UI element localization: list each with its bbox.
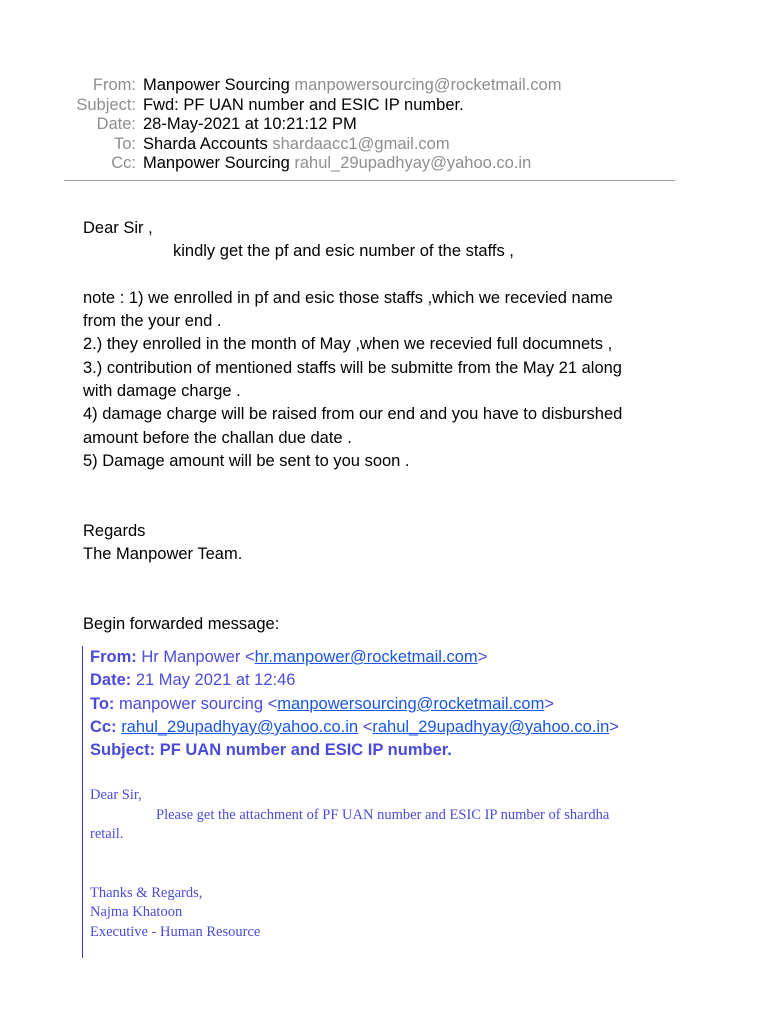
fwd-to-name: manpower sourcing <	[119, 694, 278, 713]
forwarded-message	[82, 646, 683, 958]
fwd-body-line: Please get the attachment of PF UAN number and ESIC IP number of shardha	[156, 806, 610, 823]
date-value: 28-May-2021 at 10:21:12 PM	[143, 115, 357, 133]
header-to-row	[0, 135, 768, 155]
header-divider	[64, 180, 675, 181]
email-body	[83, 217, 683, 636]
from-label: From:	[92, 76, 136, 94]
fwd-cc-row: Cc: rahul_29upadhyay@yahoo.co.in <rahul_29upadhyay@yahoo.co.in>	[90, 717, 619, 736]
greeting: Dear Sir ,	[83, 219, 153, 237]
note-line: 5) Damage amount will be sent to you soon .	[83, 451, 410, 470]
fwd-to-row: To: manpower sourcing <manpowersourcing@rocketmail.com>	[90, 694, 554, 713]
fwd-thanks: Thanks & Regards,	[90, 884, 203, 901]
fwd-from-name: Hr Manpower <	[141, 648, 255, 666]
fwd-cc-label: Cc:	[90, 717, 117, 736]
fwd-body-line: retail.	[90, 826, 124, 842]
note-line: 4) damage charge will be raised from our end and you have to disburshed	[83, 405, 623, 424]
forwarded-body	[90, 786, 680, 942]
forwarded-intro: Begin forwarded message:	[83, 615, 280, 634]
fwd-from-label: From:	[90, 648, 137, 666]
note-line: amount before the challan due date .	[83, 428, 352, 447]
fwd-cc-email-link[interactable]: rahul_29upadhyay@yahoo.co.in	[121, 717, 359, 736]
note-line: note : 1) we enrolled in pf and esic those staffs ,which we recevied name	[83, 288, 613, 307]
fwd-greeting: Dear Sir,	[90, 787, 142, 803]
note-line: 2.) they enrolled in the month of May ,when we recevied full documnets ,	[83, 335, 613, 354]
note-line: from the your end .	[83, 312, 222, 331]
fwd-date-value: 21 May 2021 at 12:46	[135, 671, 296, 690]
note-line: 3.) contribution of mentioned staffs will be submitte from the May 21 along	[83, 358, 622, 377]
cc-name: Manpower Sourcing	[143, 154, 290, 172]
signature-team: The Manpower Team.	[83, 545, 243, 564]
subject-value: Fwd: PF UAN number and ESIC IP number.	[143, 95, 464, 114]
fwd-subject-label: Subject:	[90, 741, 156, 760]
cc-label: Cc:	[111, 154, 136, 172]
forwarded-header	[90, 646, 619, 762]
header-date-row	[0, 115, 768, 135]
header-cc-row	[0, 154, 768, 174]
to-label: To:	[113, 134, 136, 153]
fwd-subject-value: PF UAN number and ESIC IP number.	[159, 741, 452, 760]
header-from-row	[0, 76, 768, 96]
note-line: with damage charge .	[83, 382, 241, 401]
to-name: Sharda Accounts	[143, 134, 268, 153]
date-label: Date:	[96, 115, 136, 133]
fwd-date-label: Date:	[90, 671, 132, 690]
fwd-signature-title: Executive - Human Resource	[90, 923, 261, 940]
fwd-signature-name: Najma Khatoon	[90, 904, 183, 920]
header-subject-row	[0, 96, 768, 116]
from-name: Manpower Sourcing	[143, 76, 290, 94]
fwd-to-label: To:	[90, 694, 115, 713]
body-line: kindly get the pf and esic number of the staffs ,	[173, 242, 514, 261]
fwd-from-email-link[interactable]: hr.manpower@rocketmail.com	[254, 648, 478, 666]
fwd-date-row	[90, 669, 619, 692]
cc-email[interactable]: rahul_29upadhyay@yahoo.co.in	[294, 154, 532, 172]
fwd-from-row: From: Hr Manpower <hr.manpower@rocketmail.com>	[90, 648, 488, 666]
fwd-subject-row	[90, 739, 619, 762]
to-email[interactable]: shardaacc1@gmail.com	[272, 134, 450, 153]
email-header	[0, 76, 768, 174]
subject-label: Subject:	[76, 95, 136, 114]
regards: Regards	[83, 521, 146, 540]
fwd-to-email-link[interactable]: manpowersourcing@rocketmail.com	[277, 694, 545, 713]
fwd-cc-email-link-2[interactable]: rahul_29upadhyay@yahoo.co.in	[372, 717, 610, 736]
from-email[interactable]: manpowersourcing@rocketmail.com	[294, 76, 562, 94]
